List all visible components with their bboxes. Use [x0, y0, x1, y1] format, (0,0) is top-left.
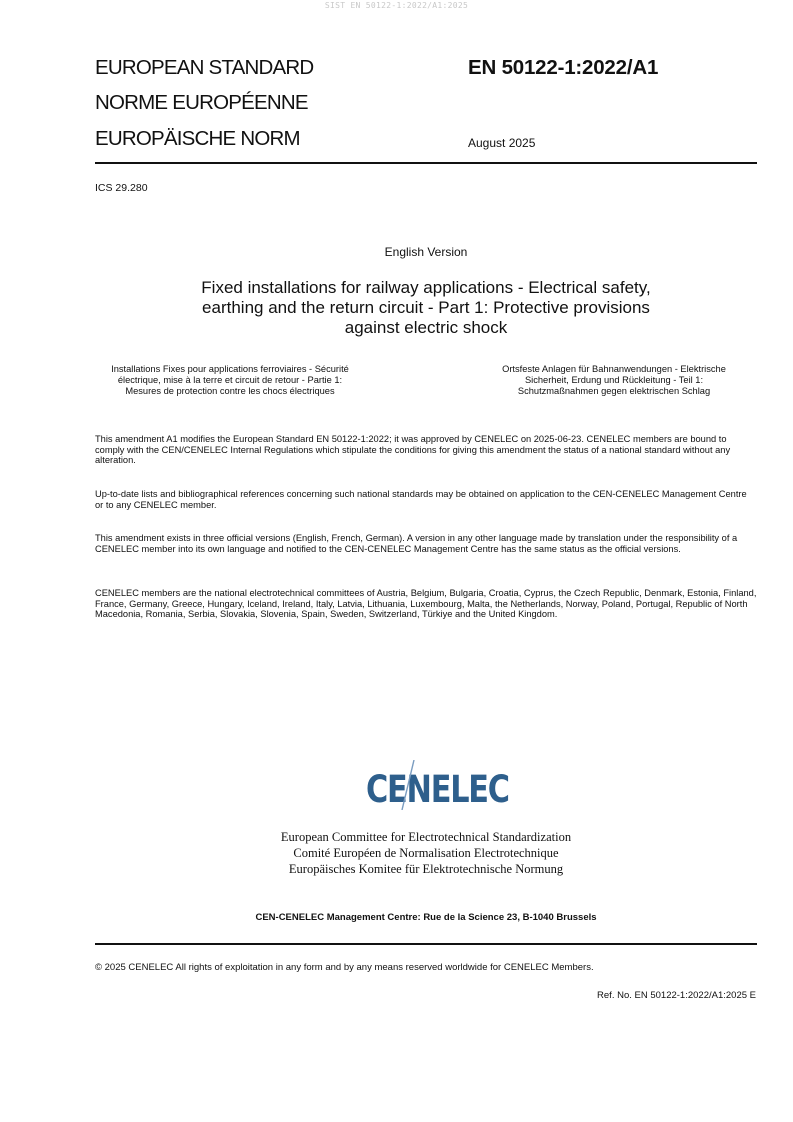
amendment-paragraph: This amendment A1 modifies the European Standard EN 50122-1:2022; it was approved by CENELEC on 2025-06-23. CENELEC members are bound to comply with the CEN/CENELEC Internal Regulations which stipulate the conditions for giving this amendment the status of a national standard without any alteration. — [95, 434, 731, 466]
members-paragraph: CENELEC members are the national electrotechnical committees of Austria, Belgium, Bulgaria, Croatia, Cyprus, the Czech Republic, Denmark, Estonia, Finland, France, Germany, Greece, Hungary, Iceland, Ireland, Italy, Latvia, Lithuania, Luxembourg, Malta, the Netherlands, Norway, Poland, Portugal, Republic of North Macedonia, Romania, Serbia, Slovakia, Slovenia, Spain, Sweden, Switzerland, Türkiye and the United Kingdom. — [95, 588, 757, 620]
cenelec-logo-text: CENELEC — [366, 768, 509, 811]
language-version: English Version — [384, 245, 468, 259]
subtitle-line: Sicherheit, Erdung und Rückleitung - Teil 1: — [524, 375, 704, 385]
org-name-fr: Comité Européen de Normalisation Electrotechnique — [293, 846, 559, 860]
management-centre-address: CEN-CENELEC Management Centre: Rue de la Science 23, B-1040 Brussels — [255, 912, 597, 923]
document-title — [95, 278, 757, 338]
title-line: against electric shock — [344, 318, 508, 337]
references-paragraph: Up-to-date lists and bibliographical references concerning such national standards may be obtained on application to the CEN-CENELEC Management Centre or to any CENELEC member. — [95, 489, 747, 510]
org-name-en: European Committee for Electrotechnical Standardization — [280, 830, 572, 844]
subtitle-german — [478, 364, 750, 397]
ics-code: ICS 29.280 — [95, 182, 148, 194]
copyright-notice: © 2025 CENELEC All rights of exploitation in any form and by any means reserved worldwide for CENELEC Members. — [95, 962, 594, 973]
subtitle-line: électrique, mise à la terre et circuit de retour - Partie 1: — [117, 375, 343, 385]
title-line: earthing and the return circuit - Part 1: Protective provisions — [202, 298, 650, 317]
standard-number: EN 50122-1:2022/A1 — [468, 56, 659, 79]
subtitle-french — [95, 364, 365, 397]
subtitle-line: Mesures de protection contre les chocs électriques — [125, 386, 335, 396]
header-line-fr: NORME EUROPÉENNE — [95, 91, 308, 114]
header-rule — [95, 162, 757, 164]
subtitle-line: Installations Fixes pour applications ferroviaires - Sécurité — [111, 364, 349, 374]
publication-date: August 2025 — [468, 136, 536, 150]
subtitle-line: Schutzmaßnahmen gegen elektrischen Schlag — [517, 386, 711, 396]
subtitle-line: Ortsfeste Anlagen für Bahnanwendungen - Elektrische — [502, 364, 726, 374]
reference-number: Ref. No. EN 50122-1:2022/A1:2025 E — [597, 990, 756, 1001]
header-line-en: EUROPEAN STANDARD — [95, 56, 314, 79]
logo-slash-icon — [362, 760, 502, 810]
footer-rule — [95, 943, 757, 945]
versions-paragraph: This amendment exists in three official versions (English, French, German). A version in any other language made by translation under the responsibility of a CENELEC member into its own language and notified to the CEN-CENELEC Management Centre has the same status as the official versions. — [95, 533, 738, 554]
cenelec-logo — [362, 760, 509, 811]
title-line: Fixed installations for railway applications - Electrical safety, — [201, 278, 651, 297]
org-name-de: Europäisches Komitee für Elektrotechnische Normung — [288, 862, 564, 876]
header-line-de: EUROPÄISCHE NORM — [95, 127, 300, 150]
watermark: SIST EN 50122-1:2022/A1:2025 — [324, 1, 469, 10]
